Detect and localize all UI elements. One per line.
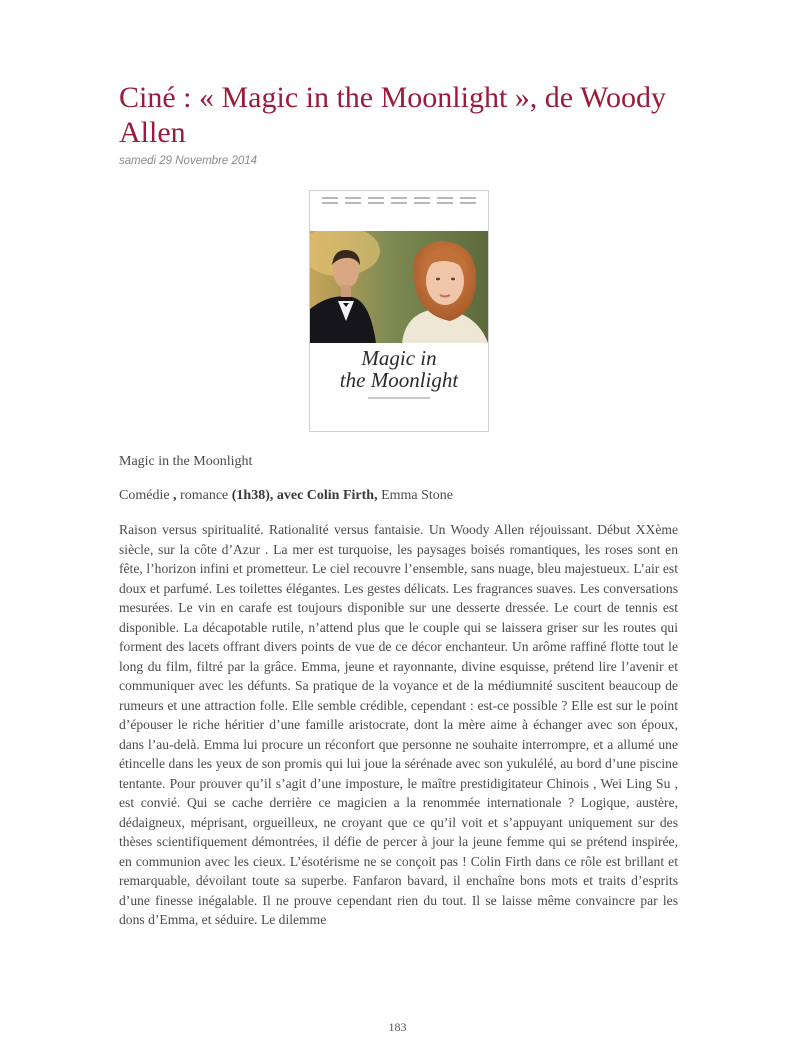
- genre-label: Comédie: [119, 488, 170, 503]
- article-title: Ciné : « Magic in the Moonlight », de Woody Allen: [119, 81, 666, 149]
- poster-credits: [310, 191, 488, 231]
- poster-photo: [310, 231, 488, 343]
- article-date: samedi 29 Novembre 2014: [119, 155, 258, 167]
- page-number: 183: [388, 1020, 407, 1034]
- image-caption: Magic in the Moonlight: [119, 454, 253, 469]
- duration-cast: (1h38), avec Colin Firth,: [231, 488, 378, 503]
- movie-poster-image: [309, 190, 489, 432]
- cast-last: Emma Stone: [377, 488, 454, 503]
- poster-title: Magic in the Moonlight: [339, 346, 459, 392]
- poster-tagline-line: [368, 397, 430, 399]
- article: [119, 80, 678, 927]
- article-body: Raison versus spiritualité. Rationalité versus fantaisie. Un Woody Allen réjouissant. Début XXème siècle, sur la côte d’Azur . La mer est turquoise, les paysages boisés romantiques, les roses sont en fête, l’horizon infini et prometteur. Le ciel recouvre l’ensemble, sans nuage, bleu majestueux. L’air est doux et parfumé. Les toilettes élégantes. Les gestes délicats. Les fragrances suaves. Les conversations mesurées. Le vin en carafe est toujours disponible sur une desserte dressée. Le court de tennis est disponible. La décapotable rutile, n’attend plus que le couple qui se laissera griser sur les routes qui forment des lacets offrant divers points de vue de ce décor enchanteur. Un arôme raffiné flotte tout le long du film, filtré par la grâce. Emma, jeune et rayonnante, divine esquisse, prétend lire l’avenir et communiquer avec les défunts. Sa pratique de la voyance et de la médiumnité suscitent beaucoup de rumeurs et une attraction folle. Elle semble crédible, cependant : est-ce possible ? Elle est sur le point d’épouser le riche héritier d’une famille aristocrate, dont la mère aime à échanger avec son époux, dans l’au-delà. Emma lui procure un réconfort que personne ne souhaite interrompre, et a allumé une étincelle dans les yeux de son promis qui lui joue la sérénade avec son yukulélé, au bord d’une piscine tentante. Pour prouver qu’il s’agit d’une imposture, le maître prestidigitateur Chinois , Wei Ling Su , est convié. Qui se cache derrière ce magicien a la renommée internationale ? Logique, austère, dédaigneux, méprisant, orgueilleux, ne croyant que ce qu’il voit et s’appuyant uniquement sur des thèses scientifiquement démontrées, il défie de percer à jour la jeune femme qui se prétend inspirée, en communion avec les cieux. L’ésotérisme ne se conçoit pas ! Colin Firth dans ce rôle est brillant et remarquable, dévoilant toute sa superbe. Fanfaron bavard, il enchaîne bons mots et traits d’esprits d’une finesse inégalable. Il ne prouve cependant rien du tout. Il se laisse même convaincre par les dons d’Emma, et séduire. Le dilemme: [119, 522, 678, 927]
- film-info: Comédie , romance (1h38), avec Colin Firth, Emma Stone: [119, 488, 454, 503]
